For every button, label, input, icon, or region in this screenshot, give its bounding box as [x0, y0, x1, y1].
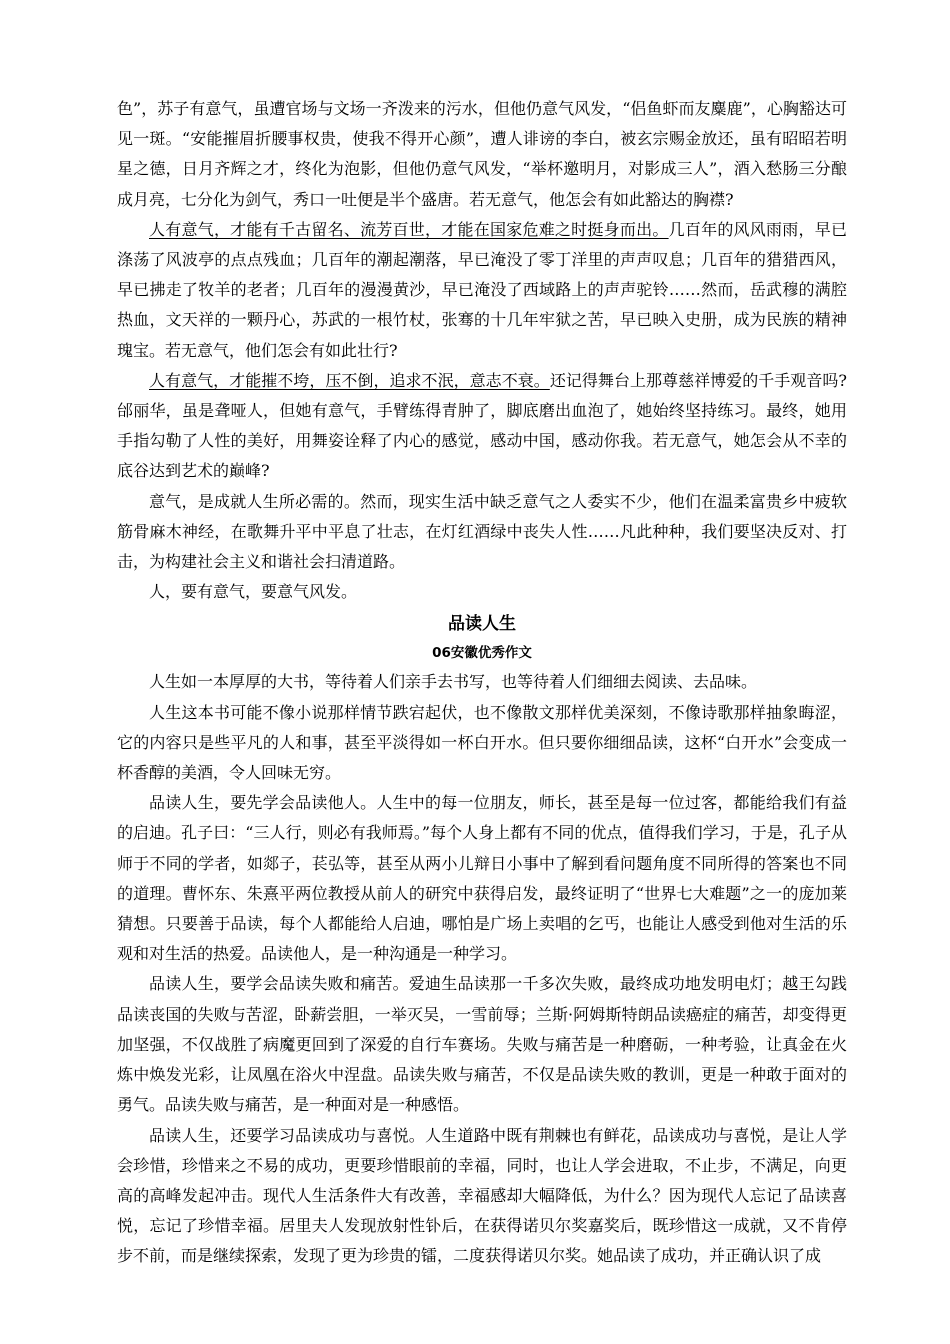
essay2-subtitle: 06安徽优秀作文 [432, 645, 532, 662]
essay1-paragraph-5: 人，要有意气，要意气风发。 [149, 582, 358, 602]
essay1-paragraph-1: 色”，苏子有意气，虽遭官场与文场一齐泼来的污水，但他仍意气风发，“侣鱼虾而友麋鹿”，心胸豁达可见一斑。“安能摧眉折腰事权贵，使我不得开心颜”，遭人诽谤的李白，被玄宗赐金放还，虽有昭昭若明星之德，日月齐辉之才，终化为泡影，但他仍意气风发，“举杯邀明月，对影成三人”，酒入愁肠三分酿成月亮，七分化为剑气，秀口一吐便是半个盛唐。若无意气，他怎会有如此豁达的胸襟? [117, 99, 847, 209]
essay2-paragraph-1: 人生如一本厚厚的大书，等待着人们亲手去书写，也等待着人们细细去阅读、去品味。 [149, 672, 758, 692]
essay2-paragraph-5: 品读人生，还要学习品读成功与喜悦。人生道路中既有荆棘也有鲜花，品读成功与喜悦，是让人学会珍惜，珍惜来之不易的成功，更要珍惜眼前的幸福，同时，也让人学会进取，不止步，不满足，向更高的高峰发起冲击。现代人生活条件大有改善，幸福感却大幅降低，为什么？因为现代人忘记了品读喜悦，忘记了珍惜幸福。居里夫人发现放射性钋后，在获得诺贝尔奖嘉奖后，既珍惜这一成就，又不肯停步不前，而是继续探索，发现了更为珍贵的镭，二度获得诺贝尔奖。她品读了成功，并正确认识了成 [117, 1125, 847, 1266]
essay1-paragraph-4: 意气，是成就人生所必需的。然而，现实生活中缺乏意气之人委实不少，他们在温柔富贵乡中疲软筋骨麻木神经，在歌舞升平中平息了壮志，在灯红酒绿中丧失人性……凡此种种，我们要坚决反对、打击，为构建社会主义和谐社会扫清道路。 [117, 491, 847, 572]
essay2-title: 品读人生 [448, 614, 516, 635]
paragraph-body: 还记得舞台上那尊慈祥博爱的千手观音吗?邰丽华，虽是聋哑人，但她有意气，手臂练得青肿了，脚底磨出血泡了，她始终坚持练习。最终，她用手指勾勒了人性的美好，用舞姿诠释了内心的感觉，感动中国，感动你我。若无意气，她怎会从不幸的底谷达到艺术的巅峰? [117, 370, 847, 481]
paragraph-body: 几百年的风风雨雨，早已涤荡了风波亭的点点残血；几百年的潮起潮落，早已淹没了零丁洋里的声声叹息；几百年的猎猎西风，早已拂走了牧羊的老者；几百年的漫漫黄沙，早已淹没了西域路上的声声驼铃……然而，岳武穆的满腔热血，文天祥的一颗丹心，苏武的一根竹杖，张骞的十几年牢狱之苦，早已映入史册，成为民族的精神瑰宝。若无意气，他们怎会有如此壮行? [117, 219, 847, 360]
essay2-paragraph-3: 品读人生，要先学会品读他人。人生中的每一位朋友，师长，甚至是每一位过客，都能给我们有益的启迪。孔子曰：“三人行，则必有我师焉。”每个人身上都有不同的优点，值得我们学习，于是，孔子从师于不同的学者，如郯子，苌弘等，甚至从两小儿辩日小事中了解到看问题角度不同所得的答案也不同的道理。曹怀东、朱熹平两位教授从前人的研究中获得启发，最终证明了“世界七大难题”之一的庞加莱猜想。只要善于品读，每个人都能给人启迪，哪怕是广场上卖唱的乞丐，也能让人感受到他对生活的乐观和对生活的热爱。品读他人，是一种沟通是一种学习。 [117, 793, 847, 964]
underlined-thesis-2: 人有意气，才能摧不垮，压不倒，追求不泯，意志不衰。 [149, 370, 550, 390]
essay1-paragraph-3 [117, 366, 847, 487]
underlined-thesis-1: 人有意气，才能有千古留名、流芳百世，才能在国家危难之时挺身而出。 [149, 219, 669, 239]
essay1-paragraph-2 [117, 215, 847, 366]
document-page [117, 94, 847, 1272]
essay2-paragraph-4: 品读人生，要学会品读失败和痛苦。爱迪生品读那一千多次失败，最终成功地发明电灯；越王勾践品读丧国的失败与苦涩，卧薪尝胆，一举灭吴，一雪前辱；兰斯·阿姆斯特朗品读癌症的痛苦，却变得更加坚强，不仅战胜了病魔更回到了深爱的自行车赛场。失败与痛苦是一种磨砺，一种考验，让真金在火炼中焕发光彩，让凤凰在浴火中涅盘。品读失败与痛苦，不仅是品读失败的教训，更是一种敢于面对的勇气。品读失败与痛苦，是一种面对是一种感悟。 [117, 974, 847, 1115]
essay2-paragraph-2: 人生这本书可能不像小说那样情节跌宕起伏，也不像散文那样优美深刻，不像诗歌那样抽象晦涩，它的内容只是些平凡的人和事，甚至平淡得如一杯白开水。但只要你细细品读，这杯“白开水”会变成一杯香醇的美酒，令人回味无穷。 [117, 702, 847, 783]
